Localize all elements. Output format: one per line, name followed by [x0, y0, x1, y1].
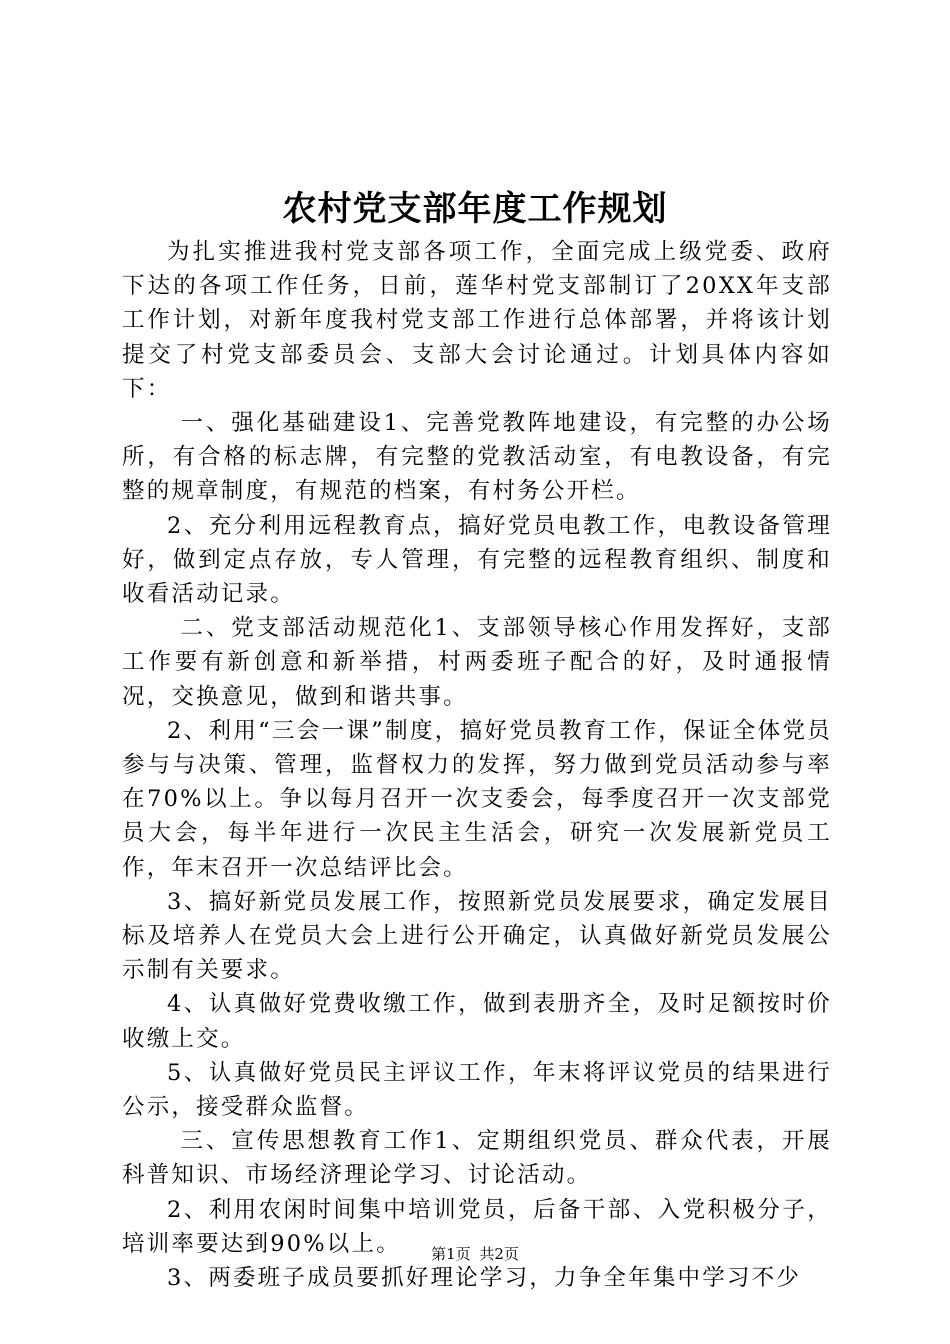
paragraph-item: 2、利用农闲时间集中培训党员，后备干部、入党积极分子，培训率要达到90%以上。 [122, 1196, 832, 1257]
page-footer [0, 1244, 950, 1264]
page-number: 第1页 [431, 1245, 471, 1263]
document-title: 农村党支部年度工作规划 [282, 189, 668, 229]
paragraph-item: 4、认真做好党费收缴工作，做到表册齐全，及时足额按时价收缴上交。 [122, 991, 832, 1052]
paragraph-item: 5、认真做好党员民主评议工作，年末将评议党员的结果进行公示，接受群众监督。 [122, 1059, 832, 1121]
paragraph-section-3: 三、宣传思想教育工作1、定期组织党员、群众代表，开展科普知识、市场经济理论学习、讨论活动。 [122, 1128, 832, 1189]
paragraph-intro: 为扎实推进我村党支部各项工作，全面完成上级党委、政府下达的各项工作任务，日前，莲华村党支部制订了20XX年支部工作计划，对新年度我村党支部工作进行总体部署，并将该计划提交了村党支部委员会、支部大会讨论通过。计划具体内容如下： [122, 239, 832, 402]
paragraph-item: 3、两委班子成员要抓好理论学习，力争全年集中学习不少 [167, 1265, 802, 1292]
paragraph-item: 2、充分利用远程教育点，搞好党员电教工作，电教设备管理好，做到定点存放，专人管理，有完整的远程教育组织、制度和收看活动记录。 [122, 512, 832, 608]
page-total: 共2页 [479, 1245, 519, 1263]
paragraph-section-1: 一、强化基础建设1、完善党教阵地建设，有完整的办公场所，有合格的标志牌，有完整的党教活动室，有电教设备，有完整的规章制度，有规范的档案，有村务公开栏。 [122, 410, 832, 505]
document-body [122, 235, 832, 1295]
paragraph-item: 2、利用“三会一课”制度，搞好党员教育工作，保证全体党员参与与决策、管理，监督权力的发挥，努力做到党员活动参与率在70%以上。争以每月召开一次支委会，每季度召开一次支部党员大会，每半年进行一次民主生活会，研究一次发展新党员工作，年末召开一次总结评比会。 [122, 717, 832, 881]
paragraph-item: 3、搞好新党员发展工作，按照新党员发展要求，确定发展目标及培养人在党员大会上进行公开确定，认真做好新党员发展公示制有关要求。 [122, 888, 832, 984]
paragraph-section-2: 二、党支部活动规范化1、支部领导核心作用发挥好，支部工作要有新创意和新举措，村两委班子配合的好，及时通报情况，交换意见，做到和谐共事。 [122, 615, 832, 710]
